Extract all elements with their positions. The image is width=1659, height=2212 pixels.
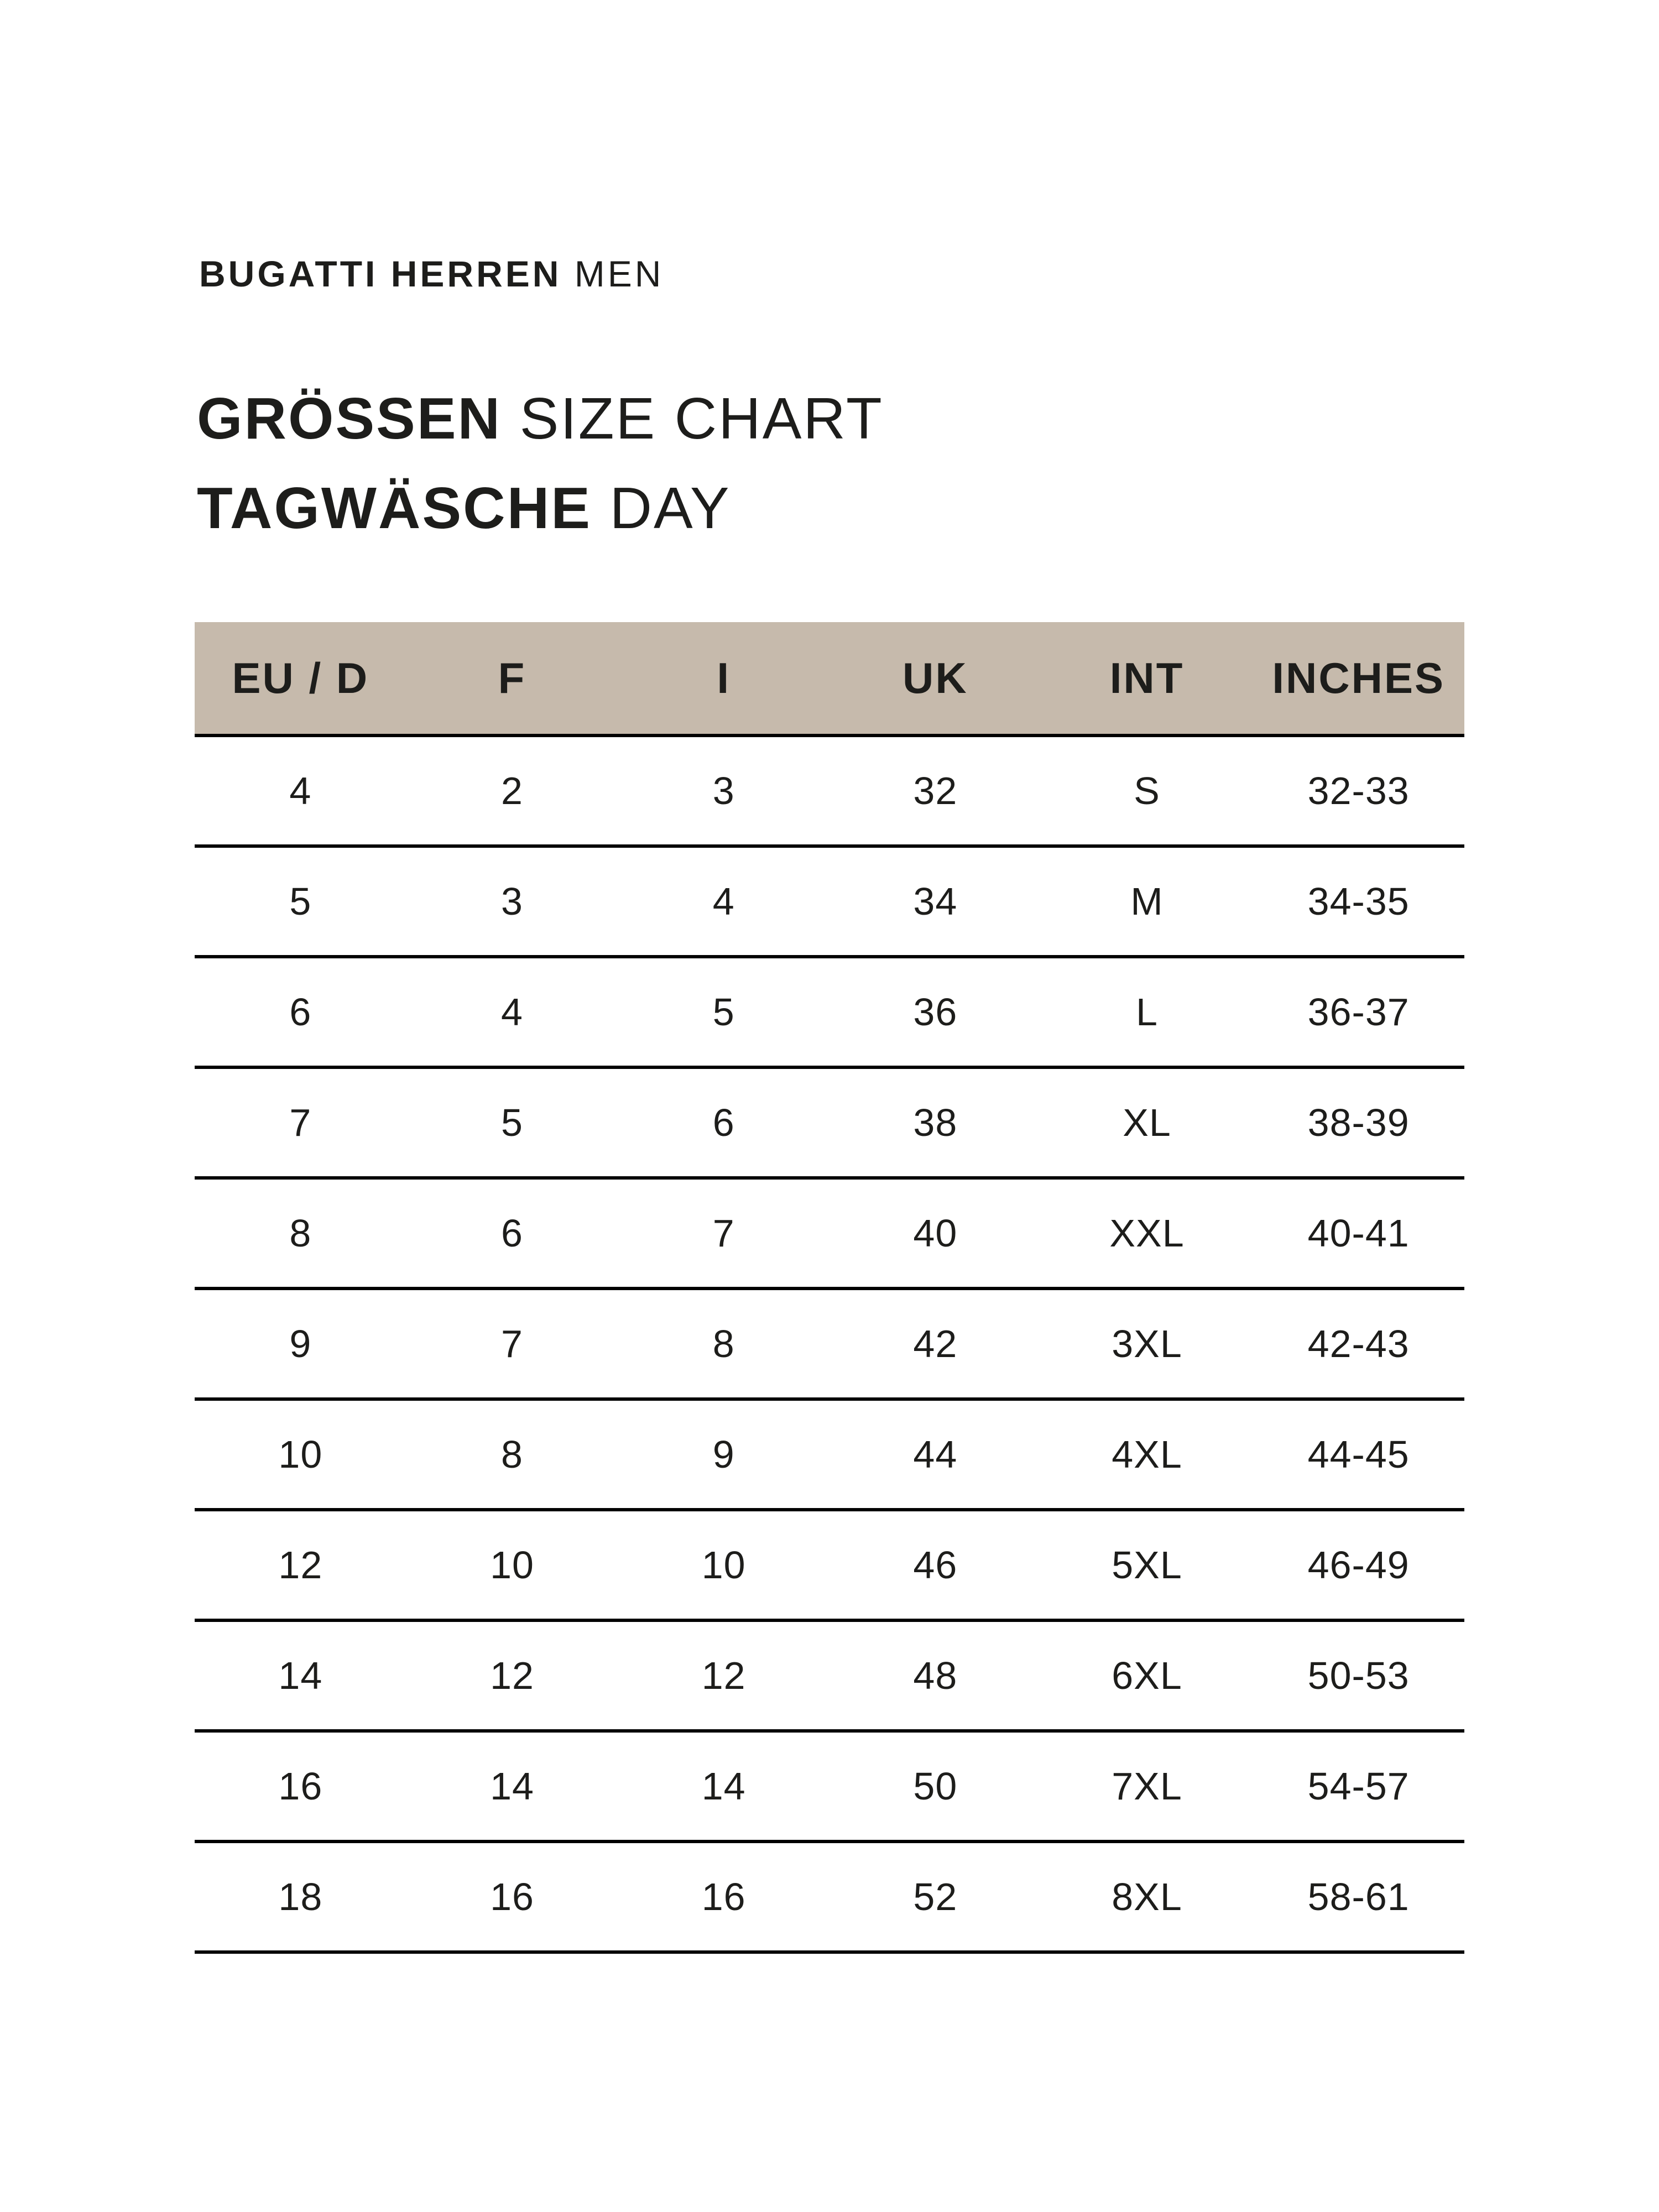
table-cell: 9 — [289, 1322, 312, 1365]
column-header-f: F — [498, 653, 526, 702]
table-row — [195, 1511, 1464, 1622]
table-row — [195, 737, 1464, 848]
title-day: DAY — [609, 476, 731, 541]
table-cell: 52 — [913, 1875, 958, 1918]
table-cell: 8 — [501, 1433, 523, 1476]
table-cell: 58-61 — [1307, 1875, 1410, 1918]
table-cell: 7XL — [1112, 1765, 1182, 1808]
table-cell: 44-45 — [1307, 1433, 1410, 1476]
table-cell: 8 — [289, 1212, 312, 1255]
table-cell: 7 — [712, 1212, 735, 1255]
table-cell: 42-43 — [1307, 1322, 1410, 1365]
table-cell: 40 — [913, 1212, 958, 1255]
table-cell: 50 — [913, 1765, 958, 1808]
table-cell: L — [1136, 990, 1158, 1034]
column-header-inches: INCHES — [1272, 653, 1446, 702]
title-groessen: GRÖSSEN — [197, 386, 502, 451]
table-cell: 34 — [913, 880, 958, 923]
table-cell: 8XL — [1112, 1875, 1182, 1918]
column-header-eu-d: EU / D — [232, 653, 369, 702]
table-cell: 4XL — [1112, 1433, 1182, 1476]
title-size-chart: SIZE CHART — [519, 386, 884, 451]
table-row — [195, 1180, 1464, 1290]
brand-name: BUGATTI HERREN — [199, 253, 562, 294]
table-cell: 6 — [712, 1101, 735, 1144]
table-cell: 16 — [701, 1875, 746, 1918]
table-cell: 4 — [289, 769, 312, 812]
table-cell: 42 — [913, 1322, 958, 1365]
table-cell: 38 — [913, 1101, 958, 1144]
table-cell: 2 — [501, 769, 523, 812]
table-cell: 5XL — [1112, 1543, 1182, 1587]
table-cell: 7 — [501, 1322, 523, 1365]
table-cell: 36 — [913, 990, 958, 1034]
table-cell: S — [1134, 769, 1160, 812]
table-cell: 38-39 — [1307, 1101, 1410, 1144]
table-row — [195, 848, 1464, 958]
table-cell: 10 — [278, 1433, 323, 1476]
table-cell: 54-57 — [1307, 1765, 1410, 1808]
table-cell: 4 — [501, 990, 523, 1034]
table-cell: 32-33 — [1307, 769, 1410, 812]
table-row — [195, 1401, 1464, 1511]
page-title — [197, 374, 884, 553]
table-cell: 14 — [278, 1654, 323, 1697]
table-cell: 3 — [712, 769, 735, 812]
title-line-day — [197, 463, 884, 553]
table-cell: 5 — [501, 1101, 523, 1144]
table-cell: 34-35 — [1307, 880, 1410, 923]
title-line-size-chart — [197, 374, 884, 463]
table-cell: 10 — [701, 1543, 746, 1587]
table-cell: 16 — [490, 1875, 534, 1918]
table-cell: 8 — [712, 1322, 735, 1365]
table-cell: 18 — [278, 1875, 323, 1918]
table-cell: 9 — [712, 1433, 735, 1476]
table-cell: 12 — [701, 1654, 746, 1697]
table-row — [195, 958, 1464, 1069]
table-cell: 4 — [712, 880, 735, 923]
table-cell: 3 — [501, 880, 523, 923]
table-cell: 5 — [712, 990, 735, 1034]
title-tagwaesche: TAGWÄSCHE — [197, 476, 592, 541]
table-cell: 6 — [501, 1212, 523, 1255]
table-cell: 6 — [289, 990, 312, 1034]
table-cell: 7 — [289, 1101, 312, 1144]
table-cell: 14 — [490, 1765, 534, 1808]
table-cell: 40-41 — [1307, 1212, 1410, 1255]
table-cell: 46 — [913, 1543, 958, 1587]
table-cell: 48 — [913, 1654, 958, 1697]
table-cell: 44 — [913, 1433, 958, 1476]
table-row — [195, 1843, 1464, 1954]
table-cell: 10 — [490, 1543, 534, 1587]
brand-line — [199, 255, 664, 292]
table-cell: 46-49 — [1307, 1543, 1410, 1587]
table-cell: 14 — [701, 1765, 746, 1808]
table-cell: 36-37 — [1307, 990, 1410, 1034]
table-cell: 12 — [278, 1543, 323, 1587]
size-table — [195, 622, 1464, 1954]
table-cell: 16 — [278, 1765, 323, 1808]
column-header-i: I — [717, 653, 731, 702]
table-cell: 3XL — [1112, 1322, 1182, 1365]
table-cell: M — [1130, 880, 1164, 923]
table-cell: XXL — [1109, 1212, 1185, 1255]
column-header-int: INT — [1109, 653, 1185, 702]
table-row — [195, 1290, 1464, 1401]
table-row — [195, 1622, 1464, 1733]
table-cell: 5 — [289, 880, 312, 923]
size-table-body — [195, 737, 1464, 1954]
column-header-uk: UK — [902, 653, 968, 702]
table-cell: 32 — [913, 769, 958, 812]
table-cell: 6XL — [1112, 1654, 1182, 1697]
size-table-header-row — [195, 622, 1464, 737]
table-row — [195, 1069, 1464, 1180]
table-row — [195, 1733, 1464, 1843]
table-cell: 50-53 — [1307, 1654, 1410, 1697]
brand-name-translation: MEN — [574, 253, 664, 294]
table-cell: XL — [1123, 1101, 1171, 1144]
table-cell: 12 — [490, 1654, 534, 1697]
